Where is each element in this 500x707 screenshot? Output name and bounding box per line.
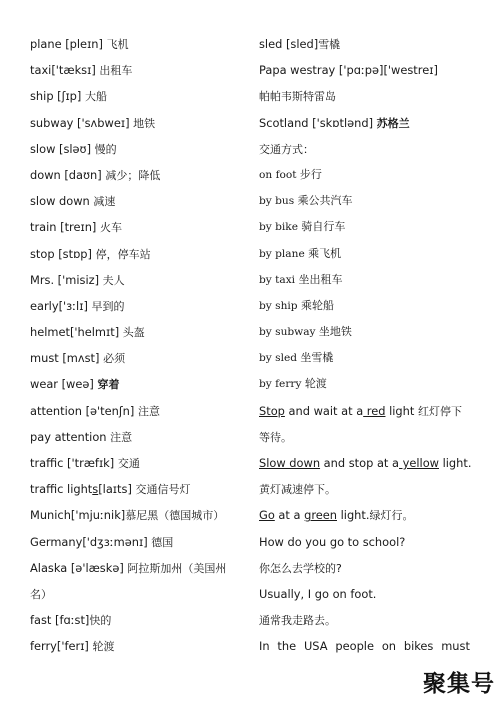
vocab-line: 名） <box>30 587 52 601</box>
dialogue-answer: Usually, I go on foot. <box>259 586 377 601</box>
section-heading: 交通方式： <box>259 142 314 156</box>
vocab-line: Alaska [ə'læskə] 阿拉斯加州（美国州 <box>30 560 227 575</box>
vocab-line: pay attention 注意 <box>30 429 133 444</box>
watermark-logo: 聚集号 <box>421 665 497 698</box>
vocab-line: ferry['ferɪ] 轮渡 <box>30 639 115 654</box>
dialogue-translation: 通常我走路去。 <box>259 614 336 628</box>
vocab-line: attention [ə'tenʃn] 注意 <box>30 403 160 418</box>
transport-phrase: by plane 乘飞机 <box>259 246 342 260</box>
vocab-line: must [mʌst] 必须 <box>30 351 126 366</box>
vocab-line: sled [sled]雪橇 <box>259 37 341 51</box>
vocab-line: slow down 减速 <box>30 194 116 209</box>
vocab-line: traffic lights[laɪts] 交通信号灯 <box>30 482 191 497</box>
transport-phrase: by subway 坐地铁 <box>259 325 352 339</box>
transport-phrase: by taxi 坐出租车 <box>259 272 343 286</box>
left-column <box>30 31 245 660</box>
rule-translation: 等待。 <box>259 430 292 444</box>
vocab-line: early['ɜːlɪ] 早到的 <box>30 298 125 313</box>
vocab-line: Germany['dʒɜːmənɪ] 德国 <box>30 534 174 549</box>
vocab-line: stop [stɒp] 停，停车站 <box>30 246 151 261</box>
dialogue-question: How do you go to school? <box>259 534 406 549</box>
paragraph-line: In the USA people on bikes must <box>259 639 470 654</box>
right-column <box>259 31 474 660</box>
transport-phrase: on foot 步行 <box>259 167 322 181</box>
vocab-line: taxi['tæksɪ] 出租车 <box>30 63 133 78</box>
vocab-line: slow [sləʊ] 慢的 <box>30 141 117 156</box>
vocab-line: subway ['sʌbweɪ] 地铁 <box>30 115 156 130</box>
vocab-line: Papa westray ['pɑːpə]['westreɪ] <box>259 63 438 78</box>
vocab-line: ship [ʃɪp] 大船 <box>30 89 107 104</box>
rule-sentence: Go at a green light.绿灯行。 <box>259 508 414 523</box>
rule-translation: 黄灯减速停下。 <box>259 483 336 497</box>
vocab-line: helmet['helmɪt] 头盔 <box>30 325 145 340</box>
vocab-line: plane [pleɪn] 飞机 <box>30 37 129 51</box>
transport-phrase: by sled 坐雪橇 <box>259 351 334 365</box>
transport-phrase: by ship 乘轮船 <box>259 298 334 312</box>
vocab-line: wear [weə] 穿着 <box>30 377 120 392</box>
vocab-line: train [treɪn] 火车 <box>30 220 123 235</box>
vocab-line: Scotland ['skɒtlənd] 苏格兰 <box>259 115 410 130</box>
rule-sentence: Stop and wait at a red light 红灯停下 <box>259 403 462 418</box>
vocab-line: down [daʊn] 减少；降低 <box>30 167 161 182</box>
vocab-line: Munich['mjuːnik]慕尼黑（德国城市） <box>30 508 225 523</box>
transport-phrase: by bike 骑自行车 <box>259 220 346 234</box>
vocab-line: fast [fɑːst]快的 <box>30 613 112 628</box>
transport-phrase: by ferry 轮渡 <box>259 377 327 391</box>
transport-phrase: by bus 乘公共汽车 <box>259 194 353 208</box>
rule-sentence: Slow down and stop at a yellow light. <box>259 456 472 470</box>
dialogue-translation: 你怎么去学校的? <box>259 561 342 575</box>
vocab-line: traffic ['træfɪk] 交通 <box>30 456 140 470</box>
vocab-line: 帕帕韦斯特雷岛 <box>259 90 336 104</box>
vocab-line: Mrs. ['misiz] 夫人 <box>30 272 125 287</box>
